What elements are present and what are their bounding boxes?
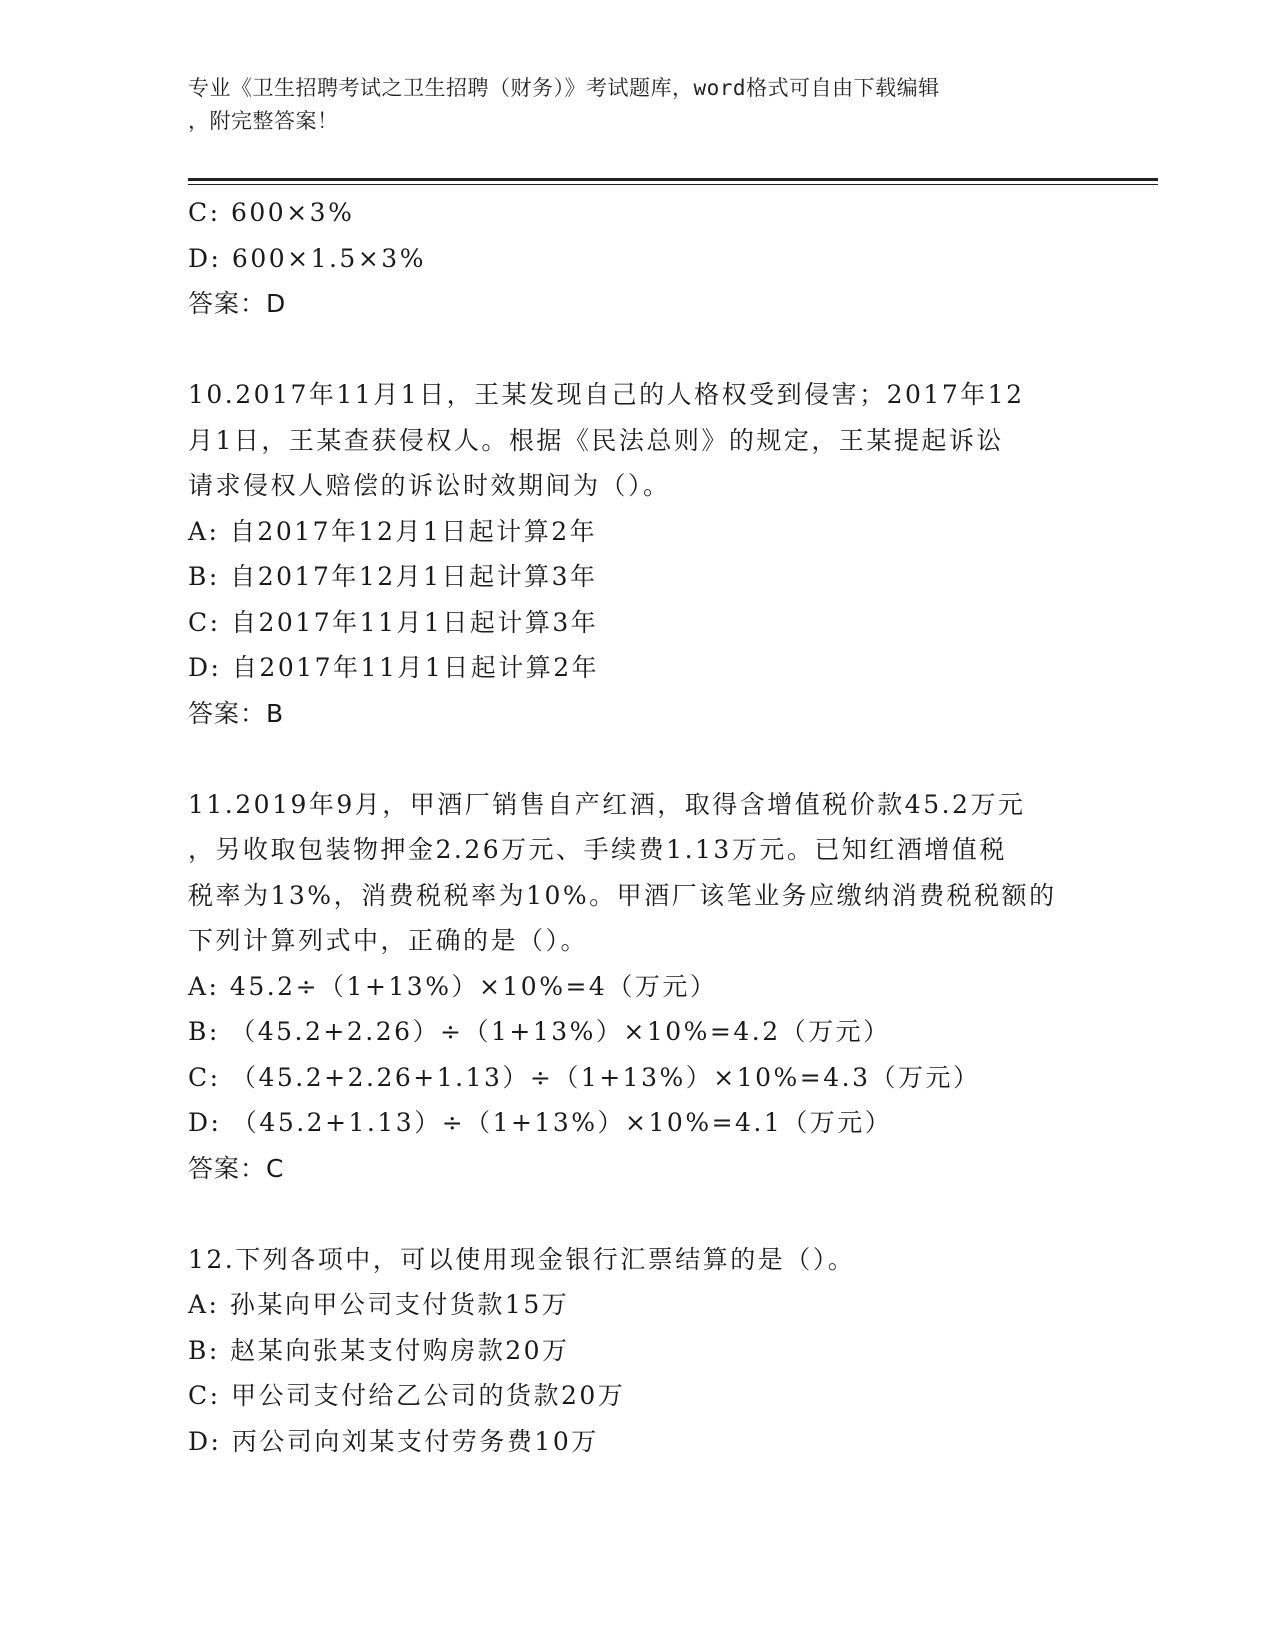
- question-12-option-d: D: 丙公司向刘某支付劳务费10万: [188, 1426, 599, 1456]
- header-line-2: ，附完整答案！: [188, 109, 339, 133]
- question-10-option-b: B: 自2017年12月1日起计算3年: [188, 562, 598, 591]
- question-10-answer: 答案：B: [188, 698, 285, 728]
- question-12-stem-line-1: 12.下列各项中，可以使用现金银行汇票结算的是（）。: [188, 1244, 856, 1274]
- question-10-stem-line-1: 10.2017年11月1日，王某发现自己的人格权受到侵害；2017年12: [188, 380, 1025, 409]
- page-header: [188, 72, 1078, 138]
- question-11-option-b: B: （45.2+2.26）÷（1+13%）×10%=4.2（万元）: [188, 1017, 891, 1046]
- question-10-stem-line-2: 月1日，王某查获侵权人。根据《民法总则》的规定，王某提起诉讼: [188, 425, 1004, 455]
- question-10-option-a: A: 自2017年12月1日起计算2年: [188, 516, 598, 546]
- question-11-stem-line-3: 税率为13%，消费税税率为10%。甲酒厂该笔业务应缴纳消费税税额的: [188, 880, 1057, 910]
- question-12-option-b: B: 赵某向张某支付购房款20万: [188, 1335, 570, 1365]
- question-11-answer: 答案：C: [188, 1153, 285, 1183]
- header-line-1: 专业《卫生招聘考试之卫生招聘（财务）》考试题库，word格式可自由下载编辑: [188, 76, 940, 100]
- header-rule-thick: [188, 178, 1158, 181]
- spacer: [188, 736, 1088, 782]
- question-11: [188, 782, 1088, 1192]
- spacer: [188, 1191, 1088, 1237]
- question-11-stem-line-2: ，另收取包装物押金2.26万元、手续费1.13万元。已知红酒增值税: [188, 835, 1007, 864]
- question-10-option-d: D: 自2017年11月1日起计算2年: [188, 653, 600, 682]
- question-11-stem-line-4: 下列计算列式中，正确的是（）。: [188, 926, 589, 955]
- question-11-option-c: C: （45.2+2.26+1.13）÷（1+13%）×10%=4.3（万元）: [188, 1062, 981, 1092]
- question-10-stem-line-3: 请求侵权人赔偿的诉讼时效期间为（）。: [188, 471, 671, 500]
- question-10-option-c: C: 自2017年11月1日起计算3年: [188, 607, 599, 637]
- question-11-stem-line-1: 11.2019年9月，甲酒厂销售自产红酒，取得含增值税价款45.2万元: [188, 789, 1026, 819]
- question-9-answer: 答案：D: [188, 289, 287, 318]
- question-9: [188, 190, 1088, 327]
- question-11-option-d: D: （45.2+1.13）÷（1+13%）×10%=4.1（万元）: [188, 1108, 893, 1137]
- question-10: [188, 372, 1088, 736]
- question-12: [188, 1237, 1088, 1465]
- question-9-option-c: C: 600×3%: [188, 198, 355, 227]
- question-11-option-a: A: 45.2÷（1+13%）×10%=4（万元）: [188, 971, 718, 1001]
- question-12-option-c: C: 甲公司支付给乙公司的货款20万: [188, 1381, 626, 1410]
- spacer: [188, 327, 1088, 373]
- header-rule-thin: [188, 184, 1158, 185]
- question-9-option-d: D: 600×1.5×3%: [188, 243, 426, 273]
- question-list: [188, 190, 1088, 1464]
- question-12-option-a: A: 孙某向甲公司支付货款15万: [188, 1290, 570, 1319]
